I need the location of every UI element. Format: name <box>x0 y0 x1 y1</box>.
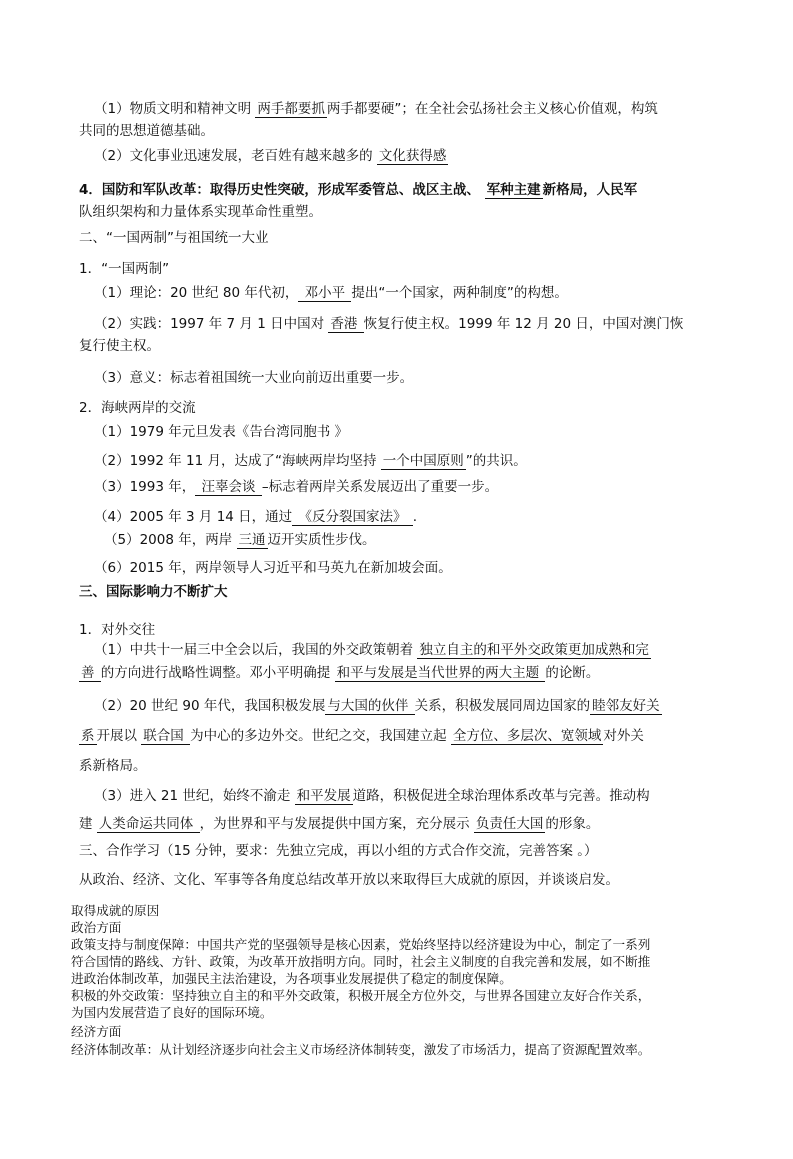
text-segment: 1．对外交往 <box>79 622 156 638</box>
text-segment: （3）进入 21 世纪，始终不渝走 <box>94 788 295 804</box>
text-segment: （1）中共十一届三中全会以后，我国的外交政策朝着 <box>94 642 418 658</box>
underlined-answer: 《反分裂国家法》 <box>294 509 411 525</box>
underlined-answer: 邓小平 <box>300 285 350 301</box>
line-material-spiritual <box>94 100 658 118</box>
text-segment: （3）1993 年， <box>94 479 196 495</box>
line-2015 <box>94 559 452 577</box>
underlined-answer: 和平发展 <box>296 788 351 804</box>
text-segment: 建 <box>79 816 97 832</box>
text-segment: （3）意义：标志着祖国统一大业向前迈出重要一步。 <box>94 370 414 386</box>
text-segment: –标志着两岸关系发展迈出了重要一步。 <box>261 479 499 495</box>
text-segment: 二、“一国两制”与祖国统一大业 <box>79 230 269 246</box>
text-segment: （2）1992 年 11 月，达成了“海峡两岸均坚持 <box>94 453 381 469</box>
underlined-answer: 一个中国原则 <box>382 453 464 469</box>
underlined-answer: 联合国 <box>143 728 189 744</box>
underlined-answer: 独立自主的和平外交政策更加成熟和完 <box>419 642 649 658</box>
text-segment: . <box>412 509 418 525</box>
line-21st-century <box>94 787 650 805</box>
underlined-answer: 人类命运共同体 <box>98 816 198 832</box>
text-segment: 为中心的多边外交。世纪之交，我国建立起 <box>190 728 451 744</box>
subheading-foreign-relations <box>79 621 155 639</box>
line-policy-support-1 <box>71 937 650 953</box>
line-economy-heading <box>71 1024 121 1040</box>
line-community-shared-future <box>79 815 599 833</box>
text-segment: 开展以 <box>96 728 142 744</box>
line-culture-development <box>94 147 448 165</box>
underlined-answer: 军种主建 <box>486 182 541 198</box>
line-task-prompt <box>79 871 619 889</box>
underlined-answer: 睦邻友好关 <box>592 698 660 714</box>
text-segment: 为国内发展营造了良好的国际环境。 <box>71 1005 273 1020</box>
line-multilateral <box>79 727 644 745</box>
text-segment: 的方向进行战略性调整。邓小平明确提 <box>100 665 335 681</box>
text-segment: （6）2015 年，两岸领导人习近平和马英九在新加坡会面。 <box>94 560 452 576</box>
line-significance <box>94 369 413 387</box>
line-practice <box>94 315 683 333</box>
text-segment: 关系，积极发展同周边国家的 <box>414 698 591 714</box>
text-segment: 经济体制改革：从计划经济逐步向社会主义市场经济体制转变，激发了市场活力，提高了资源配置效率。 <box>71 1042 651 1057</box>
line-2008 <box>104 531 376 549</box>
line-1993 <box>94 478 498 496</box>
text-segment: 政策支持与制度保障：中国共产党的坚强领导是核心因素，党始终坚持以经济建设为中心，制定了一系列 <box>71 937 651 952</box>
text-segment: 4．国防和军队改革：取得历史性突破，形成军委管总、战区主战、 <box>79 182 485 198</box>
line-third-plenum <box>94 641 651 659</box>
underlined-answer: 系 <box>81 728 95 744</box>
text-segment: 迈开实质性步伐。 <box>267 532 376 548</box>
text-segment: 2．海峡两岸的交流 <box>79 400 196 416</box>
subheading-one-country <box>79 260 169 278</box>
line-politics-heading <box>71 920 121 936</box>
text-segment: （2）实践：1997 年 7 月 1 日中国对 <box>94 316 329 332</box>
line-1992 <box>94 452 527 470</box>
line-policy-support-2 <box>71 954 650 970</box>
text-segment: 三、国际影响力不断扩大 <box>79 584 228 600</box>
text-segment: 从政治、经济、文化、军事等各角度总结改革开放以来取得巨大成就的原因，并谈谈启发。 <box>79 872 619 888</box>
text-segment: 积极的外交政策：坚持独立自主的和平外交政策，积极开展全方位外交，与世界各国建立友好合作关系， <box>71 988 651 1003</box>
text-segment: （2）文化事业迅速发展，老百姓有越来越多的 <box>94 148 377 164</box>
text-segment: 进政治体制改革，加强民主法治建设，为各项事业发展提供了稳定的制度保障。 <box>71 971 512 986</box>
line-2005 <box>94 508 417 526</box>
text-segment: 符合国情的路线、方针、政策，为改革开放指明方向。同时，社会主义制度的自我完善和发展，如不断推 <box>71 954 651 969</box>
underlined-answer: 三通 <box>238 532 266 548</box>
text-segment: （2）20 世纪 90 年代，我国积极发展 <box>94 698 326 714</box>
underlined-answer: 两手都要抓 <box>257 101 325 117</box>
text-segment: （5）2008 年，两岸 <box>104 532 237 548</box>
underlined-answer: 全方位、多层次、宽领域 <box>452 728 602 744</box>
line-new-pattern <box>79 757 147 775</box>
text-segment: 1．“一国两制” <box>79 261 170 277</box>
text-segment: ，为世界和平与发展提供中国方案，充分展示 <box>199 816 474 832</box>
underlined-answer: 香港 <box>330 316 362 332</box>
section-heading-international <box>79 583 228 601</box>
underlined-answer: 与大国的伙伴 <box>327 698 413 714</box>
text-segment: 两手都要硬”；在全社会弘扬社会主义核心价值观，构筑 <box>326 101 658 117</box>
line-reasons-heading <box>71 903 159 919</box>
subheading-cross-strait <box>79 399 196 417</box>
line-macau-sovereignty <box>79 337 160 355</box>
underlined-answer: 善 <box>81 665 99 681</box>
line-theory <box>94 284 568 302</box>
text-segment: 的论断。 <box>545 665 600 681</box>
line-economic-reform <box>71 1042 650 1058</box>
line-foreign-policy-2 <box>71 1005 273 1021</box>
text-segment: 的形象。 <box>545 816 600 832</box>
text-segment: 复行使主权。 <box>79 338 160 354</box>
line-policy-support-3 <box>71 971 512 987</box>
text-segment: （4）2005 年 3 月 14 日，通过 <box>94 509 293 525</box>
text-segment: 道路，积极促进全球治理体系改革与完善。推动构 <box>352 788 650 804</box>
text-segment: 取得成就的原因 <box>71 903 160 918</box>
section-heading-one-country <box>79 229 269 247</box>
underlined-answer: 负责任大国 <box>475 816 544 832</box>
text-segment: 新格局，人民军 <box>542 182 638 198</box>
text-segment: （1）理论：20 世纪 80 年代初， <box>94 285 299 301</box>
text-segment: 恢复行使主权。1999 年 12 月 20 日，中国对澳门恢 <box>363 316 684 332</box>
text-segment: 三、合作学习（15 分钟，要求：先独立完成，再以小组的方式合作交流，完善答案 。） <box>79 843 598 859</box>
text-segment: ”的共识。 <box>465 453 527 469</box>
line-defense-reform <box>79 181 637 199</box>
line-moral-foundation <box>79 122 214 140</box>
line-1990s <box>94 697 662 715</box>
text-segment: 共同的思想道德基础。 <box>79 123 214 139</box>
line-army-structure <box>79 203 322 221</box>
text-segment: 政治方面 <box>71 920 122 935</box>
line-foreign-policy-1 <box>71 988 650 1004</box>
text-segment: （1）物质文明和精神文明 <box>94 101 256 117</box>
underlined-answer: 和平与发展是当代世界的两大主题 <box>336 665 544 681</box>
text-segment: 对外关 <box>603 728 644 744</box>
underlined-answer: 汪辜会谈 <box>197 479 260 495</box>
line-peace-development <box>79 664 599 682</box>
line-1979 <box>94 423 348 441</box>
text-segment: 经济方面 <box>71 1024 122 1039</box>
underlined-answer: 文化获得感 <box>378 148 447 164</box>
text-segment: 系新格局。 <box>79 758 147 774</box>
section-heading-cooperative-learning <box>79 842 598 860</box>
text-segment: （1）1979 年元旦发表《告台湾同胞书 》 <box>94 424 349 440</box>
text-segment: 提出“一个国家，两种制度”的构想。 <box>351 285 568 301</box>
text-segment: 队组织架构和力量体系实现革命性重塑。 <box>79 204 322 220</box>
